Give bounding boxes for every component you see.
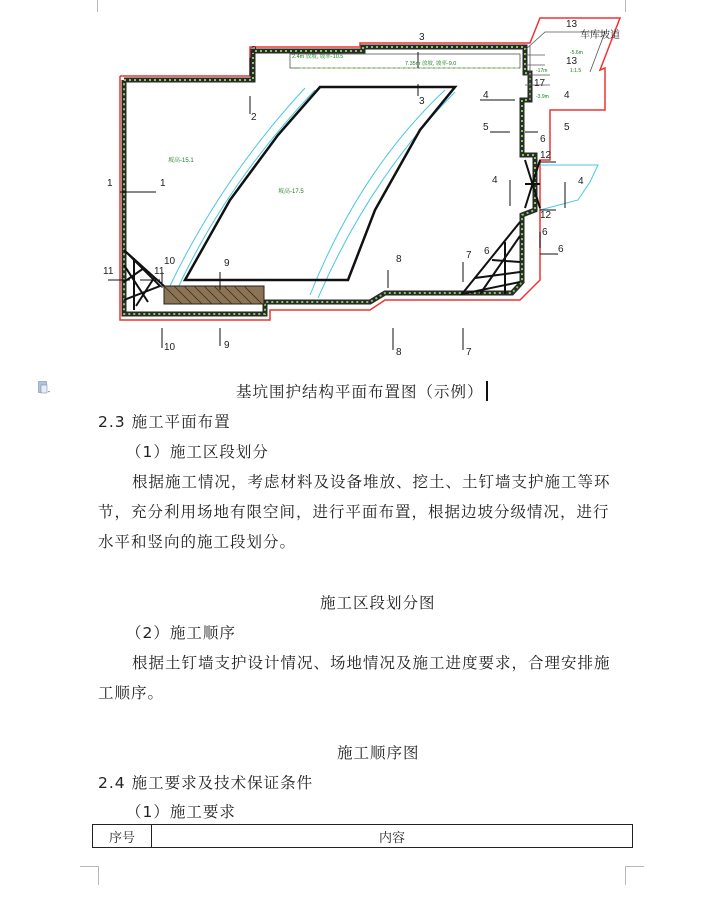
- table-header-row: [93, 825, 633, 848]
- section-mark: 6: [558, 244, 564, 255]
- paragraph-line: 根据施工情况，考虑材料及设备堆放、挖土、土钉墙支护施工等环: [132, 473, 611, 491]
- section-mark: 6: [540, 134, 546, 145]
- fill-label: 坡高-15.1: [168, 158, 194, 164]
- section-mark: 2: [251, 45, 257, 56]
- paragraph-line: 节，充分利用场地有限空间，进行平面布置，根据边坡分级情况，进行: [98, 503, 610, 521]
- excavation-zone: [185, 87, 455, 280]
- paste-options-icon[interactable]: [38, 381, 50, 395]
- mini-label: -5.6m: [570, 50, 583, 56]
- foundation-pit-plan-drawing: [100, 10, 630, 355]
- paragraph-line: 工顺序。: [98, 684, 165, 702]
- section-mark: 5: [564, 122, 570, 133]
- slope-callout: 2.4m 放坡, 坡率-10.5: [292, 54, 344, 60]
- mini-label: -3.9m: [536, 94, 549, 100]
- figure-caption-text: 基坑围护结构平面布置图（示例）: [236, 383, 484, 401]
- section-mark: 9: [224, 258, 230, 269]
- page-corner-mark: [625, 866, 644, 885]
- figure-caption: [236, 380, 488, 402]
- slope-line: [310, 90, 445, 295]
- section-mark: 10: [164, 256, 176, 267]
- section-mark: 1: [107, 178, 113, 189]
- section-mark: 4: [578, 176, 584, 187]
- section-mark: 11: [154, 266, 165, 277]
- road-label: 车库坡道: [580, 30, 620, 41]
- section-mark: 4: [492, 175, 498, 186]
- section-mark: 6: [484, 246, 490, 257]
- section-mark: 8: [396, 254, 402, 265]
- mini-label: -17m: [536, 68, 548, 74]
- section-mark: 7: [466, 250, 472, 261]
- figure-caption: 施工区段划分图: [320, 594, 436, 612]
- section-heading: 2.4 施工要求及技术保证条件: [98, 774, 314, 792]
- section-mark: 5: [483, 122, 489, 133]
- page-corner-mark: [97, 0, 99, 12]
- paragraph-line: 水平和竖向的施工段划分。: [98, 533, 297, 551]
- section-mark: 7: [466, 347, 472, 355]
- subsection-heading: （1）施工区段划分: [126, 443, 269, 461]
- section-heading: 2.3 施工平面布置: [98, 413, 231, 431]
- table-header-cell: 内容: [152, 825, 633, 848]
- section-mark: 12: [540, 150, 552, 161]
- subsection-heading: （2）施工顺序: [126, 624, 236, 642]
- paragraph-line: 根据土钉墙支护设计情况、场地情况及施工进度要求，合理安排施: [132, 654, 611, 672]
- page-corner-mark: [80, 866, 99, 885]
- section-mark: 3: [419, 32, 425, 43]
- section-mark: 3: [419, 96, 425, 107]
- section-mark: 12: [540, 210, 552, 221]
- section-mark: 9: [224, 340, 230, 351]
- section-mark: 8: [396, 347, 402, 355]
- section-mark: 1: [160, 178, 166, 189]
- fill-label: 坡高-17.5: [278, 189, 304, 195]
- section-mark: 13: [566, 56, 578, 67]
- section-mark: 2: [251, 112, 257, 123]
- site-boundary-line: [120, 18, 620, 320]
- section-mark: 13: [566, 19, 578, 30]
- text-cursor: [486, 381, 488, 401]
- section-mark: 11: [103, 266, 114, 277]
- slope-callout: 7.35m 放坡, 坡率-9.0: [405, 61, 457, 67]
- slope-line: [318, 92, 455, 298]
- section-mark: 17: [534, 78, 546, 89]
- table-header-cell: 序号: [93, 825, 152, 848]
- section-mark: 10: [164, 342, 176, 353]
- section-mark: 4: [564, 90, 570, 101]
- requirements-table: [92, 824, 633, 848]
- subsection-heading: （1）施工要求: [126, 803, 236, 821]
- figure-caption: 施工顺序图: [337, 744, 420, 762]
- section-mark: 4: [483, 90, 489, 101]
- section-mark: 6: [542, 227, 548, 238]
- mini-label: 1:1.5: [570, 68, 582, 74]
